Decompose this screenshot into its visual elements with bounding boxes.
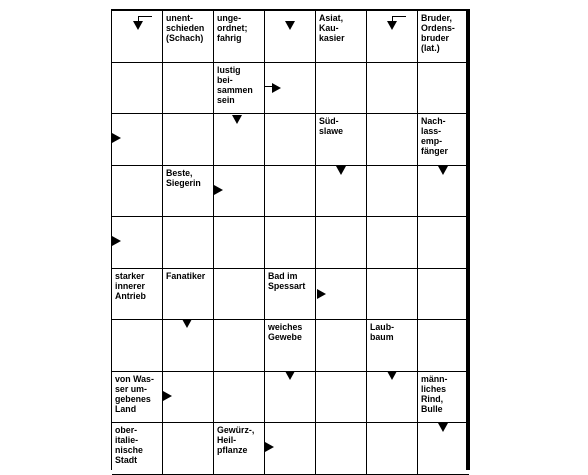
answer-cell[interactable] xyxy=(316,423,367,475)
arrow-down-icon xyxy=(387,371,397,380)
clue-cell xyxy=(214,63,265,115)
answer-cell[interactable] xyxy=(265,166,316,218)
answer-cell[interactable] xyxy=(316,217,367,269)
answer-cell[interactable] xyxy=(163,423,214,475)
clue-cell xyxy=(163,166,214,218)
answer-cell[interactable] xyxy=(316,63,367,115)
clue-text: Asiat, Kau- kasier xyxy=(319,13,345,44)
arrow-connector xyxy=(392,16,393,22)
arrow-down-icon xyxy=(285,21,295,30)
clue-text: von Was- ser um- gebenes Land xyxy=(115,373,154,415)
clue-text: Bruder, Ordens- bruder (lat.) xyxy=(421,13,455,54)
clue-text: Gewürz-, Heil- pflanze xyxy=(217,425,255,456)
clue-cell xyxy=(265,320,316,372)
arrow-down-icon xyxy=(182,319,192,328)
arrow-connector xyxy=(392,16,406,17)
arrow-right-icon xyxy=(112,236,121,246)
clue-cell xyxy=(214,11,265,63)
answer-cell[interactable] xyxy=(214,372,265,424)
arrow-right-icon xyxy=(214,185,223,195)
clue-text: ober- italie- nische Stadt xyxy=(115,425,143,466)
crossword-grid xyxy=(111,9,470,470)
clue-text: Fanatiker xyxy=(166,270,206,282)
clue-cell xyxy=(163,269,214,321)
arrow-right-icon xyxy=(163,391,172,401)
answer-cell[interactable] xyxy=(316,320,367,372)
clue-text: weiches Gewebe xyxy=(268,322,303,343)
clue-cell xyxy=(112,423,163,475)
clue-cell xyxy=(418,372,469,424)
clue-cell xyxy=(316,114,367,166)
clue-cell xyxy=(265,269,316,321)
arrow-down-icon xyxy=(133,21,143,30)
clue-text: Bad im Spessart xyxy=(268,270,306,292)
clue-text: männ- liches Rind, Bulle xyxy=(421,373,448,415)
answer-cell[interactable] xyxy=(418,217,469,269)
clue-text: starker innerer Antrieb xyxy=(115,270,146,302)
arrow-down-icon xyxy=(438,166,448,175)
arrow-right-icon xyxy=(272,83,281,93)
arrow-down-icon xyxy=(336,166,346,175)
arrow-right-icon xyxy=(112,133,121,143)
answer-cell[interactable] xyxy=(418,269,469,321)
answer-cell[interactable] xyxy=(265,11,316,63)
arrow-right-icon xyxy=(317,289,326,299)
clue-cell xyxy=(112,269,163,321)
answer-cell[interactable] xyxy=(163,114,214,166)
answer-cell[interactable] xyxy=(418,320,469,372)
clue-text: lustig bei- sammen sein xyxy=(217,64,253,106)
clue-cell xyxy=(418,11,469,63)
arrow-connector xyxy=(138,16,152,17)
answer-cell[interactable] xyxy=(214,217,265,269)
answer-cell[interactable] xyxy=(112,63,163,115)
arrow-down-icon xyxy=(285,371,295,380)
clue-text: Laub- baum xyxy=(370,322,395,343)
answer-cell[interactable] xyxy=(163,217,214,269)
answer-cell[interactable] xyxy=(367,63,418,115)
arrow-connector xyxy=(138,16,139,22)
clue-text: unent- schieden (Schach) xyxy=(166,13,205,44)
answer-cell[interactable] xyxy=(163,63,214,115)
answer-cell[interactable] xyxy=(316,372,367,424)
answer-cell[interactable] xyxy=(367,269,418,321)
clue-cell xyxy=(214,423,265,475)
arrow-down-icon xyxy=(232,115,242,124)
answer-cell[interactable] xyxy=(367,423,418,475)
answer-cell[interactable] xyxy=(265,114,316,166)
answer-cell[interactable] xyxy=(112,320,163,372)
arrow-down-icon xyxy=(438,423,448,432)
arrow-connector xyxy=(264,86,272,87)
clue-cell xyxy=(418,114,469,166)
clue-cell xyxy=(163,11,214,63)
answer-cell[interactable] xyxy=(214,269,265,321)
clue-cell xyxy=(112,372,163,424)
clue-cell xyxy=(316,11,367,63)
answer-cell[interactable] xyxy=(265,217,316,269)
clue-cell xyxy=(367,320,418,372)
arrow-right-icon xyxy=(265,442,274,452)
clue-text: Nach- lass- emp- fänger xyxy=(421,116,448,157)
clue-text: unge- ordnet; fahrig xyxy=(217,13,248,44)
clue-text: Beste, Siegerin xyxy=(166,167,201,189)
arrow-connector xyxy=(264,61,265,87)
answer-cell[interactable] xyxy=(367,114,418,166)
answer-cell[interactable] xyxy=(367,166,418,218)
answer-cell[interactable] xyxy=(214,320,265,372)
answer-cell[interactable] xyxy=(112,166,163,218)
answer-cell[interactable] xyxy=(418,63,469,115)
arrow-down-icon xyxy=(387,21,397,30)
answer-cell[interactable] xyxy=(367,217,418,269)
clue-text: Süd- slawe xyxy=(319,116,344,137)
